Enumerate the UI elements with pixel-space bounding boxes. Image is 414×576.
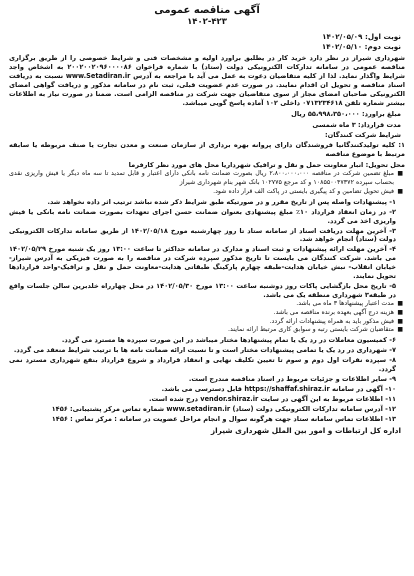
receipt-bullet: ■ فیش تحویل تضامین و کد پیگیری بایستی در پاکت الف قرار داده شود. [213, 187, 403, 195]
item-9-text: ۹- سایر اطلاعات و جزئیات مربوط در اسناد مناقصه مندرج است. [188, 375, 396, 383]
item-3-text: ۳- آخرین مهلت دریافت اسناد از سامانه ستاد تا روز چهارشنبه مورخ ۱۴۰۲/۰۵/۱۸ از طریق سامانه تدارکات الکترونیکی دولت (ستاد) انجام خواهد شد. [9, 226, 397, 244]
item-4-text: ۴- آخرین مهلت ارائه پیشنهادات و ثبت اسناد و مدارک در سامانه حداکثر تا ساعت ۱۳:۰۰ روز یک شنبه مورخ ۱۴۰۲/۰۵/۲۹ می باشد. شرکت کنندگان می بایست تا تاریخ مذکور سپرده شرکت در مناقصه را به صورت فیزیکی به آدرس شیراز-خیابان انقلاب- نبش خیابان هدایت-طبقه چهارم پارکینگ طبقاتی هدایت-معاونت حمل و نقل و ترافیک-واحد قراردادها تحویل نمایند. [9, 245, 396, 281]
list-item [9, 395, 405, 404]
sub-bullet-text: متقاضیان شرکت بایستی رتبه و سوابق کاری مرتبط ارائه نمایند. [228, 326, 394, 334]
conditions-title: شرایط شرکت کنندگان: [325, 131, 401, 140]
list-item [9, 405, 405, 414]
item-11-text: ۱۱- اطلاعات مربوط به این آگهی در سایت vendor.shiraz.ir درج شده است. [149, 394, 396, 403]
item-8-text: ۸- سپرده نفرات اول دوم و سوم تا تعیین تکلیف نهایی و انعقاد قرارداد و شروع قرارداد بنفع شهرداری مسترد نمی گردد. [9, 356, 396, 374]
estimate-amount: مبلغ براورد: ۵۵،۹۹۸،۳۵۰،۰۰۰ ریال [291, 109, 401, 118]
item-10-text: ۱۰- آگهی در سامانه https://shaffaf.shiraz.ir قابل دسترسی می باشد. [161, 384, 396, 393]
issuer-footer: اداره کل ارتباطات و امور بین الملل شهرداری شیراز [210, 425, 401, 435]
sub-bullet: ■ فیش مذکور باید به همراه پیشنهادات ارائه گردد. [269, 317, 403, 325]
sub-bullet: ■ هزینه درج آگهی بعهده برنده مناقصه می باشد. [273, 308, 403, 316]
item-7-text: ۷- شهرداری در رد یک یا تمامی پیشنهادات مختار است و تا نسبت ارائه ضمانت نامه ها با ترتیب شرایط منعقد می گردد. [13, 346, 396, 355]
sub-bullet-text: فیش مذکور باید به همراه پیشنهادات ارائه گردد. [269, 317, 394, 325]
list-item [9, 356, 405, 374]
item-2-text: ۲- در زمان انعقاد قرارداد ۱۰٪ مبلغ پیشنهادی بعنوان ضمانت حسن اجرای تعهدات بصورت ضمانت نامه بانکی یا فیش واریزی اخذ می گردد. [9, 207, 396, 225]
item-1-text: ۱- پیشنهادات واصله پس از تاریخ مقرر و در صورتیکه طبق شرایط ذکر شده نباشد ترتیب اثر داده نخواهد شد. [47, 197, 396, 206]
item-12-text: ۱۲- آدرس سامانه تدارکات الکترونیکی دولت (ستاد) www.setadiran.ir شماره تماس مرکز پشتیبانی: ۱۴۵۶ [51, 404, 396, 413]
sub-bullet-text: مدت اعتبار پیشنهادها ۳ ماه می باشد. [296, 299, 394, 307]
ad-number: ۱۴۰۲-۴۲۳ [187, 17, 227, 27]
first-publish-date: نوبت اول: ۱۴۰۲/۰۵/۰۹ [322, 32, 401, 41]
list-item [9, 415, 405, 424]
delivery-location: محل تحویل: انبار معاونت حمل و نقل و ترافیک شهرداریا محل های مورد نظر کارفرما [128, 161, 405, 170]
intro-paragraph: شهرداری شیراز در نظر دارد خرید کار در یطلبق براورد اولیه و مشخصات فنی و شرایط خصوصی را از طریق برگزاری مناقصه عمومی در سامانه تدارکات الکترونیکی دولت (ستاد) با شماره فراخوان ۲۰۰۲۰۰۲۰۹۶۰۰۰۰۸۶ به اشخاص واجد شرایط واگذار نماید. لذا از کلیه متقاضیان دعوت به عمل می آید با مراجعه به آدرس www.Setadiran.ir نسبت به دریافت اسناد مناقصه و تحویل ان اقدام نمایند. در صورت عدم عضویت قبلی، ثبت نام در سامانه مذکور و دریافت گواهی امضای الکترونیکی صاحبان امضای مجاز از سوی متقاضیان جهت شرکت در مناقصه الزامی است. ضمنا در صورت نیاز به اطلاعات بیشتر شماره تلفن ۰۷۱۳۲۳۴۶۱۸ داخلی ۱۰۲ آماده پاسخ گویی میباشد. [9, 54, 405, 107]
guarantee-bullet: ■ مبلغ تضمین شرکت در مناقصه ۲،۸۰۰،۰۰۰،۰۰۰ ریال بصورت ضمانت نامه بانکی دارای اعتبار و قابل تمدید تا سه ماه دیگر یا فیش واریزی نقدی بحساب سپرده ۱۰۸۵۵۰۰۴۷۳۷۲ و کد مرجع ۱۰۲۷۷۵ بانک شهر بنام شهرداری شیراز [9, 170, 403, 186]
sub-bullet: ■ مدت اعتبار پیشنهادها ۳ ماه می باشد. [296, 299, 403, 307]
list-item [9, 375, 405, 384]
condition-1: ۱: کلیه تولیدکنندگانیا فروشندگان دارای پروانه بهره برداری از سازمان صنعت و معدن تجارت یا صنف مربوطه یا سابقه مرتبط با موضوع مناقصه [9, 141, 405, 159]
second-publish-date: نوبت دوم: ۱۴۰۲/۰۵/۱۰ [321, 41, 401, 51]
sub-bullet-text: هزینه درج آگهی بعهده برنده مناقصه می باشد. [273, 308, 394, 316]
sub-bullet: ■ متقاضیان شرکت بایستی رتبه و سوابق کاری مرتبط ارائه نمایند. [228, 326, 403, 334]
list-item [9, 245, 405, 281]
item-6-text: ۶- کمیسیون معاملات در رد یک یا تمام پیشنهادها مختار میباشد در این صورت سپرده ها مسترد می گردد. [61, 336, 396, 345]
guarantee-text: مبلغ تضمین شرکت در مناقصه ۲،۸۰۰،۰۰۰،۰۰۰ ریال بصورت ضمانت نامه بانکی دارای اعتبار و قابل تمدید تا سه ماه دیگر یا فیش واریزی نقدی بحساب سپرده ۱۰۸۵۵۰۰۴۷۳۷۲ و کد مرجع ۱۰۲۷۷۵ بانک شهر بنام شهرداری شیراز [9, 170, 394, 186]
contract-duration: مدت قرارداد: ۳ ماه شمسی [312, 120, 401, 129]
ad-title: آگهی مناقصه عمومی [154, 5, 260, 16]
list-item [9, 208, 405, 226]
list-item [9, 198, 405, 207]
item-13-text: ۱۳- اطلاعات تماس سامانه ستاد جهت هرگونه سوال و انجام مراحل عضویت در سامانه : مرکز تماس : ۱۴۵۶ [51, 414, 396, 423]
list-item [9, 346, 405, 355]
list-item [9, 282, 405, 300]
receipt-text: فیش تحویل تضامین و کد پیگیری بایستی در پاکت الف قرار داده شود. [213, 187, 394, 195]
list-item [9, 385, 405, 394]
list-item [9, 227, 405, 245]
item-5-text: ۵- تاریخ محل بازگشایی پاکات روز دوشنبه ساعت ۱۳:۰۰ مورخ ۱۴۰۲/۰۵/۳۰ در محل چهارراه خلدبرین سالن جلسات واقع در طبقه۳ شهرداری منطقه یک می باشد. [9, 281, 396, 299]
list-item [9, 336, 405, 345]
